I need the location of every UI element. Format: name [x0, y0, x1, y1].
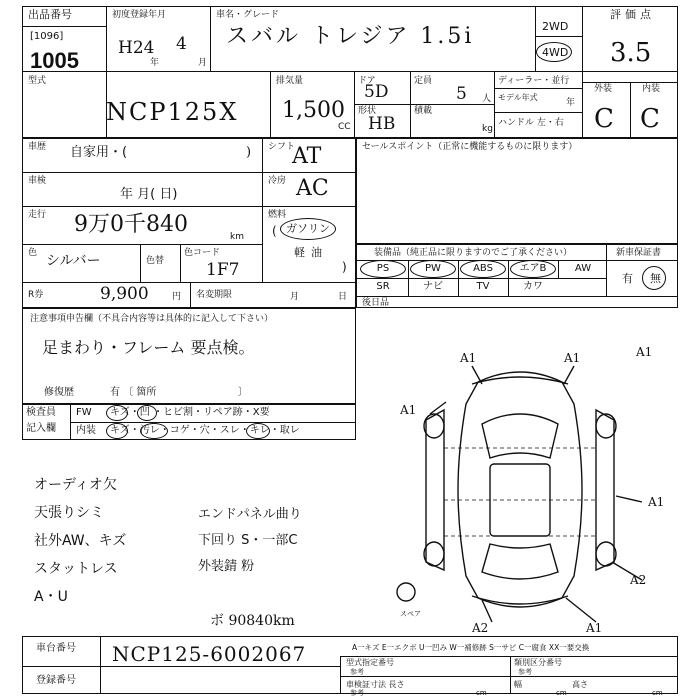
color-code-value: 1F7: [206, 260, 240, 280]
score-label: 評価点: [610, 8, 655, 21]
retrofit-label: 後日品: [362, 298, 390, 308]
equipment-option: ABS: [473, 263, 493, 274]
payload-label: 積載: [414, 106, 433, 116]
capacity-label: 定員: [414, 76, 433, 86]
shift-label: シフト: [268, 142, 296, 152]
repair-value: 有 〔 箇所: [110, 387, 157, 398]
chassis-label: 車台番号: [36, 643, 76, 654]
repair-close: 〕: [238, 387, 248, 398]
month-unit: 月: [198, 58, 208, 68]
cm-unit-3: cm: [652, 689, 663, 697]
equipment-option: エアB: [519, 263, 547, 274]
equipment-option: AW: [574, 263, 592, 274]
first-reg-label: 初度登録年月: [112, 10, 167, 20]
drive-2wd: 2WD: [542, 20, 569, 33]
fuel-gas: ガソリン: [286, 222, 330, 235]
score-value: 3.5: [610, 38, 652, 68]
month-label: 月: [290, 292, 300, 302]
kg-unit: kg: [482, 124, 493, 134]
warranty-yes: 有: [622, 272, 633, 285]
inspector-label-1: 検査員: [26, 407, 56, 418]
handle-label: ハンドル 左・右: [498, 118, 564, 128]
cert-length-ref: 参考: [350, 689, 364, 697]
yen-unit: 円: [172, 292, 182, 302]
day-label: 日: [338, 292, 348, 302]
exterior-value: C: [594, 104, 614, 134]
mileage-label: 走行: [28, 210, 47, 220]
fuel-gas-circle: [280, 218, 336, 240]
cm-unit-1: cm: [476, 689, 487, 697]
cm-unit-2: cm: [556, 689, 567, 697]
fw-items: キズ・凹 ・ヒビ割・リペア跡・X要: [110, 407, 270, 418]
reg-label: 登録番号: [36, 675, 76, 686]
inspection-value: 年 月( 日): [120, 187, 178, 202]
equipment-option: ナビ: [423, 281, 443, 292]
inspection-label: 車検: [28, 176, 47, 186]
shape-value: HB: [368, 114, 396, 134]
doors-value: 5D: [364, 82, 389, 102]
dealer-label: ディーラー・並行: [498, 76, 570, 86]
history-value: 自家用・(: [70, 145, 128, 160]
color-value: シルバー: [46, 253, 101, 269]
ac-label: 冷房: [268, 176, 287, 186]
remark-line: 社外AW、キズ: [34, 533, 127, 549]
drive-4wd-circle: [536, 42, 572, 62]
model-value: NCP125X: [106, 98, 239, 126]
displacement-value: 1,500: [282, 98, 345, 123]
damage-mark: A1: [564, 351, 581, 365]
sales-point-label: セールスポイント（正常に機能するものに限ります）: [362, 142, 578, 152]
equipment-option-circle: [410, 260, 456, 278]
type-cert-ref: 参考: [350, 668, 364, 676]
type-class-ref: 参考: [518, 668, 532, 676]
type-cert-label: 型式指定番号: [346, 658, 394, 667]
shape-label: 形状: [358, 106, 377, 116]
fuel-light-oil: 軽油: [294, 246, 328, 259]
car-name-value: スバル トレジア 1.5i: [226, 24, 475, 49]
fuel-paren: (: [272, 224, 277, 238]
equipment-option-circle: [510, 260, 556, 278]
cc-unit: CC: [338, 122, 351, 132]
km-unit: km: [230, 232, 244, 242]
fuel-paren-close: ): [342, 260, 347, 274]
ac-value: AC: [296, 176, 329, 201]
chassis-value: NCP125-6002067: [112, 642, 307, 666]
fw-label: FW: [76, 407, 92, 418]
damage-mark: A1: [586, 621, 603, 635]
damage-legend: A一キズ E一エクボ U一凹み W一補修跡 S一サビ C一腐食 XX一要交換: [352, 643, 590, 652]
damage-mark: A1: [648, 495, 665, 509]
sales-frame: [356, 138, 678, 244]
fw-kizu-circle: [106, 405, 128, 421]
notes-label: 注意事項申告欄（不具合内容等は具体的に記入して下さい）: [30, 314, 274, 324]
equipment-option-circle: [360, 260, 406, 278]
interior-value: C: [640, 104, 660, 134]
damage-mark: A1: [460, 351, 477, 365]
fuel-label: 燃料: [268, 210, 287, 220]
color-change-label: 色替: [146, 256, 165, 266]
remark-line: 天張りシミ: [34, 505, 104, 521]
interior-label: 内装: [642, 84, 661, 94]
warranty-no: 無: [650, 272, 661, 285]
car-name-label: 車名・グレード: [216, 10, 280, 20]
int-items: キズ・汚レ・コゲ・穴・スレ・キレ・取レ: [110, 425, 300, 436]
damage-mark: A2: [630, 573, 647, 587]
cert-height-label: 高さ: [572, 680, 588, 689]
color-code-label: 色コード: [184, 248, 221, 258]
recycle-value: 9,900: [100, 284, 149, 304]
remark-line: スタットレス: [34, 561, 118, 577]
remark-line: A・U: [34, 589, 68, 605]
equipment-option: SR: [376, 281, 390, 292]
lot-label: 出品番号: [28, 8, 72, 21]
remark-line: 外装錆 粉: [198, 559, 255, 574]
warranty-label: 新車保証書: [616, 248, 662, 258]
equipment-label: 装備品（純正品に限りますのでご了承ください）: [374, 248, 573, 258]
model-year-unit: 年: [566, 98, 576, 108]
first-reg-month: 4: [176, 34, 187, 54]
equipment-option: カワ: [523, 281, 543, 292]
color-label: 色: [28, 248, 38, 258]
car-diagram: [360, 340, 680, 640]
model-label: 型式: [28, 76, 47, 86]
spare-label: スペア: [400, 610, 421, 618]
year-unit: 年: [150, 58, 160, 68]
capacity-value: 5: [456, 84, 467, 104]
person-unit: 人: [482, 94, 492, 104]
fw-hekomi-circle: [137, 405, 157, 421]
lot-code: [1096]: [30, 31, 64, 42]
displacement-label: 排気量: [276, 76, 304, 86]
remark-line: 下回り S・一部C: [198, 533, 298, 548]
equipment-option-circle: [460, 260, 506, 278]
cert-length-label: 車検証寸法 長さ: [346, 680, 405, 689]
remark-line: オーディオ欠: [34, 477, 117, 493]
type-class-label: 類別区分番号: [514, 658, 562, 667]
int-kizu-circle: [106, 423, 128, 439]
history-label: 車歴: [28, 142, 47, 152]
damage-mark: A1: [636, 345, 653, 359]
recycle-label: R券: [28, 290, 44, 300]
warranty-no-circle: [642, 266, 666, 290]
notes-value: 足まわり・フレーム 要点検。: [42, 338, 255, 357]
mileage-value: 9万0千840: [74, 212, 188, 237]
int-sure-circle: [246, 423, 270, 439]
history-close: ): [246, 145, 252, 160]
exterior-label: 外装: [594, 84, 613, 94]
cert-width-label: 幅: [514, 680, 522, 689]
mileage-note: ボ 90840km: [210, 613, 295, 629]
model-year-label: モデル年式: [498, 93, 538, 102]
equipment-option: PW: [425, 263, 441, 274]
first-reg-value: H24: [118, 38, 155, 58]
damage-mark: A2: [472, 621, 489, 635]
inspector-label-2: 記入欄: [26, 423, 56, 434]
remark-line: エンドパネル曲り: [198, 507, 302, 522]
equipment-option: PS: [376, 263, 390, 274]
lot-number: 1005: [30, 48, 79, 73]
equipment-option: TV: [476, 281, 490, 292]
damage-mark: A1: [400, 403, 417, 417]
shift-value: AT: [292, 144, 322, 169]
doors-label: ドア: [358, 76, 376, 86]
drive-4wd: 4WD: [542, 46, 569, 59]
repair-label: 修復歴: [44, 387, 74, 398]
int-label: 内装: [76, 425, 96, 436]
int-yogore-circle: [140, 423, 168, 439]
title-deadline-label: 名変期限: [196, 290, 233, 300]
